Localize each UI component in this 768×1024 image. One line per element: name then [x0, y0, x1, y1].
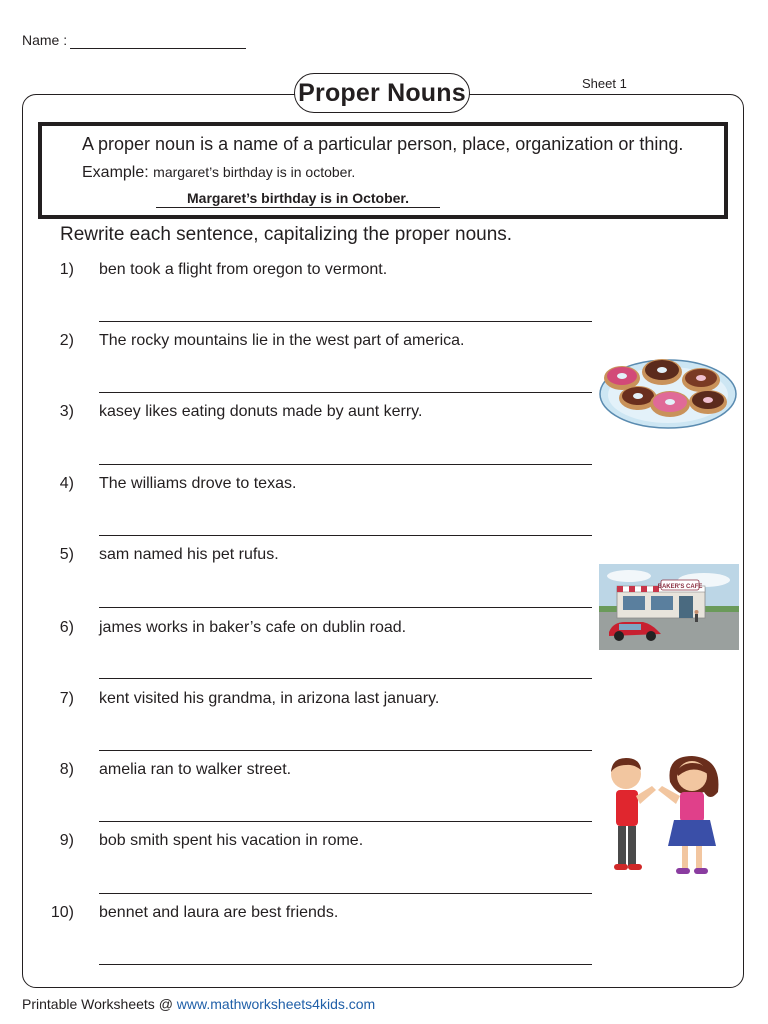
question-number: 5)	[59, 546, 74, 563]
question-item	[0, 403, 600, 423]
answer-line[interactable]	[99, 678, 592, 679]
answer-line[interactable]	[99, 464, 592, 465]
question-number: 8)	[59, 761, 74, 778]
question-item	[0, 690, 600, 710]
question-item	[0, 832, 600, 852]
question-number: 1)	[59, 261, 74, 278]
sheet-number: Sheet 1	[582, 76, 627, 91]
question-text: The williams drove to texas.	[99, 475, 297, 492]
question-text: amelia ran to walker street.	[99, 761, 292, 778]
footer-prefix: Printable Worksheets @	[22, 996, 173, 1012]
answer-line[interactable]	[99, 893, 592, 894]
question-text: bennet and laura are best friends.	[99, 904, 339, 921]
question-text: ben took a flight from oregon to vermont.	[99, 261, 388, 278]
name-answer-line[interactable]	[70, 48, 246, 49]
footer-link[interactable]: www.mathworksheets4kids.com	[176, 996, 376, 1012]
question-item	[0, 761, 600, 781]
donuts-plate-image	[598, 352, 738, 432]
question-item	[0, 475, 600, 495]
question-number: 3)	[59, 403, 74, 420]
question-number: 7)	[59, 690, 74, 707]
question-item	[0, 904, 600, 924]
footer	[22, 996, 375, 1012]
page-title: Proper Nouns	[294, 73, 470, 113]
kids-friends-image	[600, 752, 734, 890]
name-label: Name :	[22, 32, 68, 48]
question-text: The rocky mountains lie in the west part of america.	[99, 332, 465, 349]
question-number: 9)	[59, 832, 74, 849]
example-answer: Margaret’s birthday is in October.	[156, 190, 440, 208]
bakers-cafe-image	[599, 564, 739, 650]
example-label: Example:	[82, 164, 149, 181]
example-row	[82, 164, 355, 182]
example-sentence: margaret’s birthday is in october.	[153, 164, 356, 180]
question-number: 2)	[59, 332, 74, 349]
answer-line[interactable]	[99, 607, 592, 608]
question-item	[0, 261, 600, 281]
question-text: bob smith spent his vacation in rome.	[99, 832, 364, 849]
answer-line[interactable]	[99, 535, 592, 536]
answer-line[interactable]	[99, 964, 592, 965]
answer-line[interactable]	[99, 321, 592, 322]
question-item	[0, 332, 600, 352]
question-number: 6)	[59, 619, 74, 636]
answer-line[interactable]	[99, 392, 592, 393]
question-number: 10)	[50, 904, 74, 921]
cafe-sign-text: BAKER'S CAFE	[657, 584, 703, 590]
question-number: 4)	[59, 475, 74, 492]
answer-line[interactable]	[99, 750, 592, 751]
answer-line[interactable]	[99, 821, 592, 822]
question-item	[0, 619, 600, 639]
instructions: Rewrite each sentence, capitalizing the proper nouns.	[60, 224, 513, 245]
question-text: sam named his pet rufus.	[99, 546, 279, 563]
question-text: kasey likes eating donuts made by aunt kerry.	[99, 403, 423, 420]
question-text: james works in baker’s cafe on dublin road.	[99, 619, 407, 636]
definition-box	[38, 122, 728, 219]
question-item	[0, 546, 600, 566]
definition-text: A proper noun is a name of a particular person, place, organization or thing.	[82, 134, 684, 154]
question-text: kent visited his grandma, in arizona last january.	[99, 690, 440, 707]
